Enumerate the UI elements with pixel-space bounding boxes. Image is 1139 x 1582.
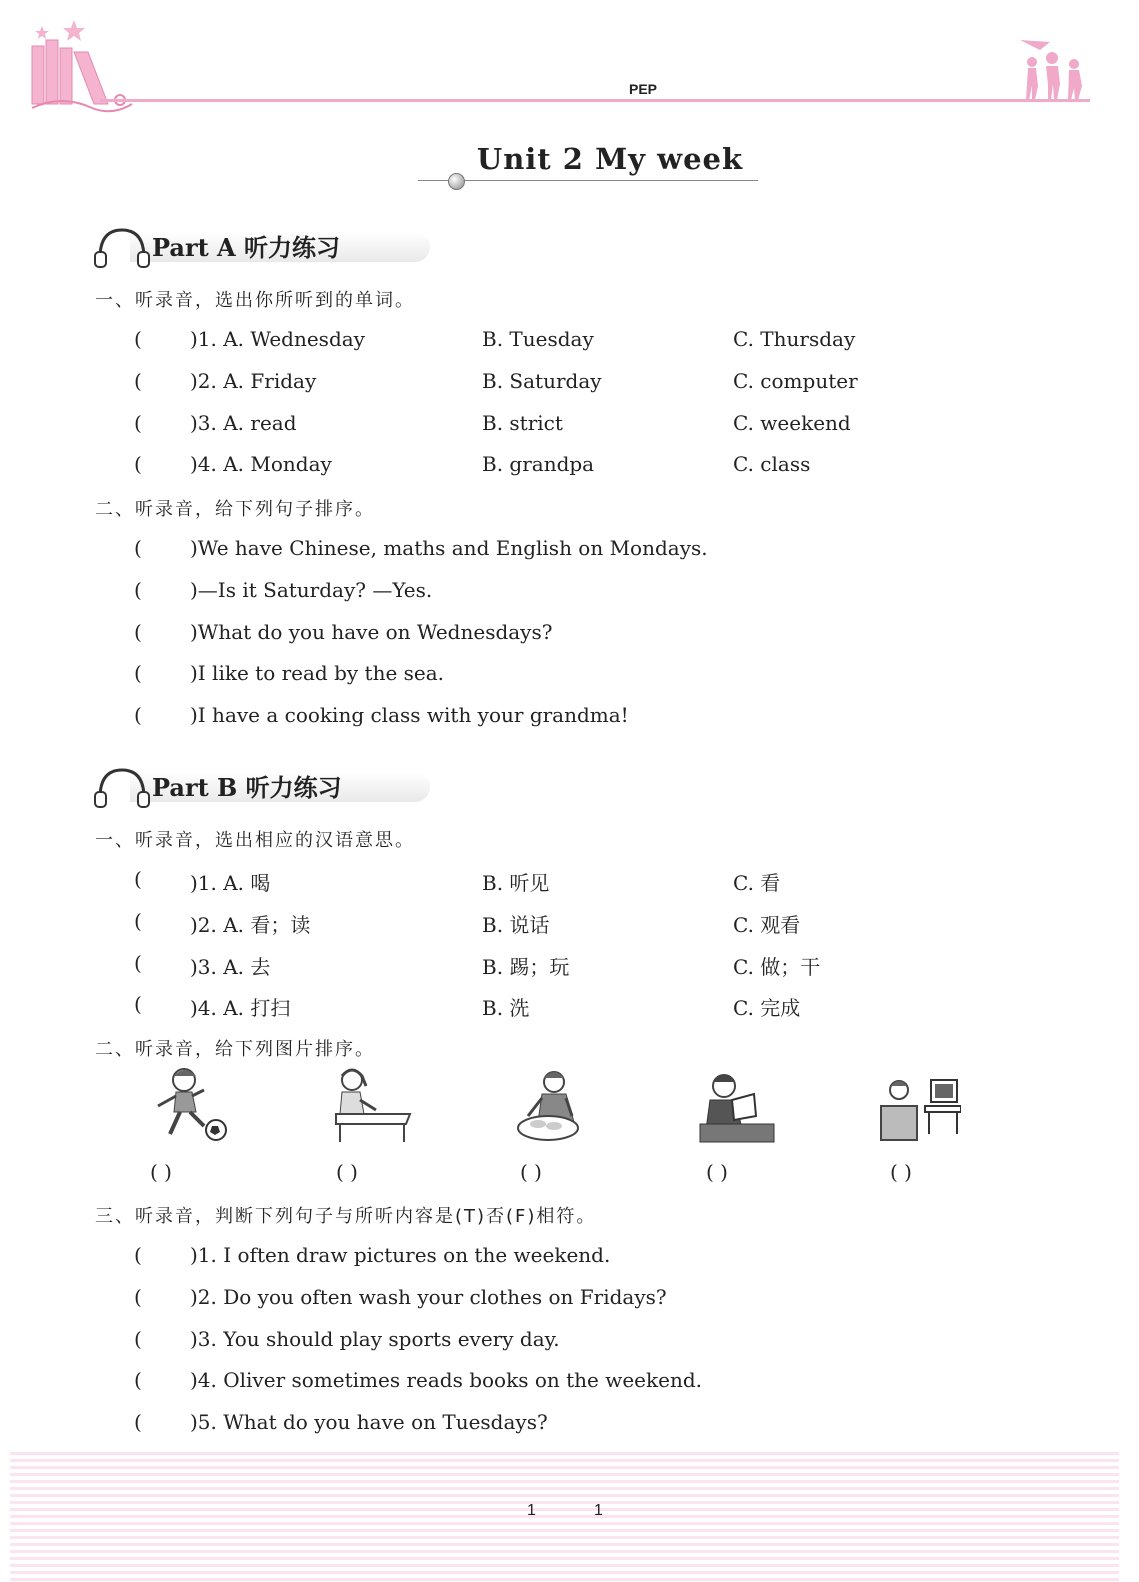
picture-answer-1[interactable]: ( ) (150, 1160, 172, 1184)
picture-boy-playing-football (150, 1066, 236, 1146)
page-number-left: 1 (527, 1502, 536, 1519)
part-b-section-1-title: 一、听录音，选出相应的汉语意思。 (95, 830, 415, 851)
picture-answer-2[interactable]: ( ) (336, 1160, 358, 1184)
picture-boy-washing-clothes (512, 1066, 598, 1146)
title-rule (418, 180, 758, 181)
page-number-right: 1 (594, 1502, 603, 1519)
title-bullet (448, 173, 465, 190)
page-title: Unit 2 My week (476, 142, 744, 176)
family-kite-silhouette (1016, 34, 1092, 102)
footer-band (10, 1452, 1119, 1582)
picture-answer-4[interactable]: ( ) (706, 1160, 728, 1184)
headphones-icon (92, 766, 150, 810)
part-b-section-2-title: 二、听录音，给下列图片排序。 (95, 1039, 375, 1060)
picture-girl-writing (330, 1066, 416, 1146)
part-a-section-1-title: 一、听录音，选出你所听到的单词。 (95, 290, 415, 311)
picture-boy-reading-book (694, 1066, 780, 1146)
picture-answer-3[interactable]: ( ) (520, 1160, 542, 1184)
part-a-section-2-title: 二、听录音，给下列句子排序。 (95, 499, 375, 520)
picture-answer-5[interactable]: ( ) (890, 1160, 912, 1184)
headphones-icon (92, 226, 150, 270)
series-label: PEP (629, 81, 658, 97)
part-b-heading: Part B 听力练习 (92, 766, 412, 800)
part-b-section-3-title: 三、听录音，判断下列句子与所听内容是(T)否(F)相符。 (95, 1206, 597, 1227)
part-a-heading: Part A 听力练习 (92, 226, 412, 260)
header-rule (100, 99, 1090, 102)
picture-person-watching-tv (875, 1066, 961, 1146)
books-stars-decoration (24, 18, 134, 118)
